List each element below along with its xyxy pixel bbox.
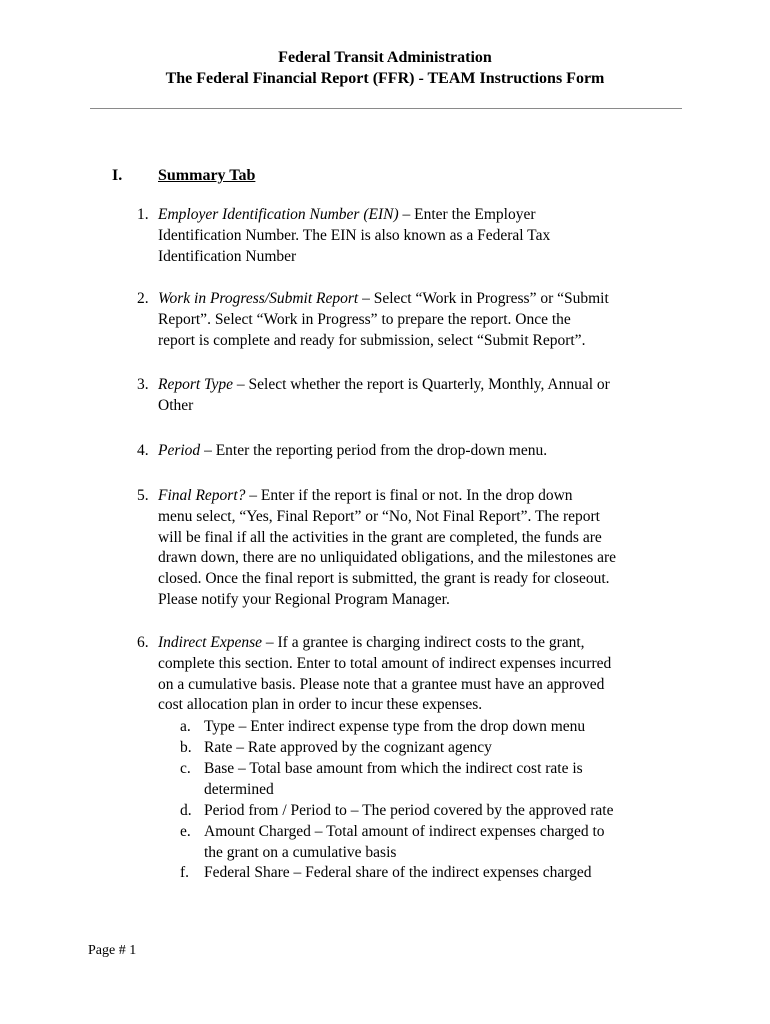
item-text: – Enter the reporting period from the drop-down menu. xyxy=(200,442,548,459)
sub-item-type xyxy=(180,717,585,738)
item-text: Identification Number xyxy=(158,247,297,265)
list-item-ein xyxy=(137,205,697,267)
item-text: Other xyxy=(158,396,194,414)
sub-item-federal-share xyxy=(180,863,592,884)
form-title: The Federal Financial Report (FFR) - TEAM Instructions Form xyxy=(165,70,605,87)
sub-letter: f. xyxy=(180,864,190,881)
item-text: – Enter if the report is final or not. In the drop down xyxy=(245,487,573,504)
list-number: 5. xyxy=(137,487,149,504)
list-item-work-in-progress xyxy=(137,289,697,351)
sub-text: Federal Share – Federal share of the indirect expenses charged xyxy=(204,864,592,881)
item-term: Indirect Expense xyxy=(158,634,263,651)
sub-letter: b. xyxy=(180,739,192,756)
item-text: – If a grantee is charging indirect costs to the grant, xyxy=(262,634,585,651)
sub-text: the grant on a cumulative basis xyxy=(204,843,397,861)
sub-letter: c. xyxy=(180,760,191,777)
item-text: on a cumulative basis. Please note that a grantee must have an approved xyxy=(158,675,605,693)
list-number: 4. xyxy=(137,442,149,459)
item-term: Work in Progress/Submit Report xyxy=(158,290,359,307)
item-text: report is complete and ready for submission, select “Submit Report”. xyxy=(158,331,586,349)
page-number: Page # 1 xyxy=(88,943,137,958)
sub-text: Period from / Period to – The period covered by the approved rate xyxy=(204,802,614,819)
section-title: Summary Tab xyxy=(158,167,256,184)
item-text: – Enter the Employer xyxy=(398,206,536,223)
list-item-indirect-expense xyxy=(137,633,697,716)
header-divider xyxy=(90,108,682,109)
item-text: cost allocation plan in order to incur these expenses. xyxy=(158,696,483,714)
list-item-final-report xyxy=(137,486,697,611)
sub-text: Rate – Rate approved by the cognizant agency xyxy=(204,739,492,756)
item-term: Employer Identification Number (EIN) xyxy=(158,206,399,223)
item-text: Please notify your Regional Program Manager. xyxy=(158,590,450,608)
list-number: 2. xyxy=(137,290,149,307)
agency-name: Federal Transit Administration xyxy=(278,49,492,66)
item-text: – Select “Work in Progress” or “Submit xyxy=(358,290,609,307)
document-header xyxy=(0,47,770,89)
list-item-report-type xyxy=(137,375,697,417)
list-number: 3. xyxy=(137,376,149,393)
sub-item-rate xyxy=(180,738,492,759)
sub-letter: d. xyxy=(180,802,192,819)
list-item-period xyxy=(137,441,697,462)
item-term: Final Report? xyxy=(158,487,246,504)
item-text: will be final if all the activities in the grant are completed, the funds are xyxy=(158,528,602,546)
list-number: 6. xyxy=(137,634,149,651)
sub-text: determined xyxy=(204,780,274,798)
sub-text: Type – Enter indirect expense type from the drop down menu xyxy=(204,718,586,735)
sub-text: Amount Charged – Total amount of indirect expenses charged to xyxy=(204,823,605,840)
item-text: drawn down, there are no unliquidated obligations, and the milestones are xyxy=(158,549,616,567)
item-text: Report”. Select “Work in Progress” to prepare the report. Once the xyxy=(158,310,571,328)
sub-text: Base – Total base amount from which the indirect cost rate is xyxy=(204,760,583,777)
sub-item-base xyxy=(180,759,583,801)
list-number: 1. xyxy=(137,206,149,223)
item-text: Identification Number. The EIN is also known as a Federal Tax xyxy=(158,226,551,244)
sub-letter: e. xyxy=(180,823,191,840)
item-term: Report Type xyxy=(158,376,234,393)
sub-item-period-range xyxy=(180,801,613,822)
item-text: complete this section. Enter to total amount of indirect expenses incurred xyxy=(158,654,612,672)
item-term: Period xyxy=(158,442,201,459)
item-text: menu select, “Yes, Final Report” or “No, Not Final Report”. The report xyxy=(158,507,600,525)
sub-item-amount-charged xyxy=(180,822,605,864)
section-number: I. xyxy=(112,167,123,184)
sub-letter: a. xyxy=(180,718,191,735)
item-text: – Select whether the report is Quarterly, Monthly, Annual or xyxy=(233,376,610,393)
item-text: closed. Once the final report is submitted, the grant is ready for closeout. xyxy=(158,570,610,588)
